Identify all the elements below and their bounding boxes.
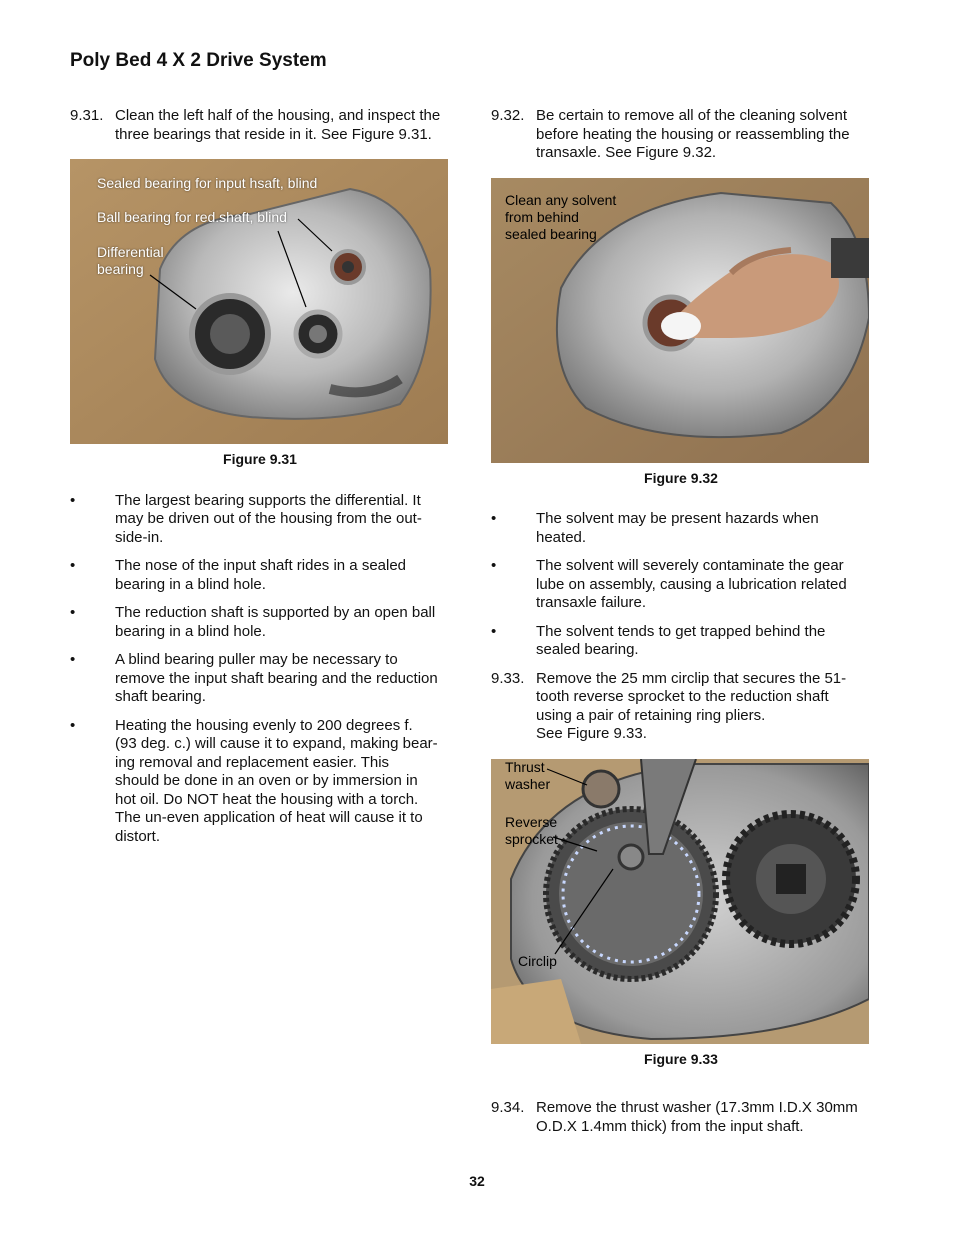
figure-9-31-photo: [70, 159, 448, 444]
step-9-32: [491, 107, 871, 163]
step-text: Remove the 25 mm circlip that secures the 51- tooth reverse sprocket to the reduction shaft using a pair of retaining ring pliers. See Figure 9.33.: [536, 669, 847, 742]
bullet-text: The solvent may be present hazards when heated.: [536, 510, 819, 546]
step-9-31: [70, 107, 450, 144]
step-9-34: [491, 1099, 871, 1136]
bullet-item: [70, 651, 450, 707]
bullet-icon: •: [491, 622, 497, 640]
bullet-item: [70, 717, 450, 847]
label-differential-bearing: Differential bearing: [97, 244, 164, 277]
bullet-icon: •: [491, 557, 497, 574]
page-number: 32: [469, 1173, 485, 1189]
bullet-text: The nose of the input shaft rides in a sealed bearing in a blind hole.: [115, 557, 407, 593]
right-bullets: [491, 510, 871, 660]
bullet-item: [70, 492, 450, 548]
label-clean-solvent: Clean any solvent from behind sealed bearing: [505, 191, 617, 242]
bullet-item: [491, 510, 871, 547]
figure-9-32-photo: [491, 178, 869, 463]
page-title: Poly Bed 4 X 2 Drive System: [70, 50, 327, 71]
bullet-text: The largest bearing supports the differential. It may be driven out of the housing from the out- side-in.: [115, 491, 422, 546]
bullet-icon: •: [491, 510, 497, 527]
bullet-icon: •: [70, 557, 76, 574]
figure-9-33-caption: Figure 9.33: [644, 1050, 718, 1067]
figure-9-32-caption: Figure 9.32: [644, 469, 718, 486]
bullet-text: The reduction shaft is supported by an open ball bearing in a blind hole.: [115, 604, 436, 640]
bullet-text: A blind bearing puller may be necessary to remove the input shaft bearing and the reduction shaft bearing.: [115, 651, 438, 705]
label-ball-bearing: Ball bearing for red.shaft, blind: [97, 209, 287, 225]
bullet-text: The solvent will severely contaminate the gear lube on assembly, causing a lubrication related transaxle failure.: [536, 557, 847, 611]
left-column: [70, 107, 450, 846]
bullet-text: The solvent tends to get trapped behind the sealed bearing.: [536, 622, 826, 658]
label-reverse-sprocket: Reverse sprocket: [505, 813, 558, 847]
bullet-item: [491, 623, 871, 660]
step-number: 9.32.: [491, 107, 525, 124]
step-text: Remove the thrust washer (17.3mm I.D.X 30mm O.D.X 1.4mm thick) from the input shaft.: [536, 1099, 858, 1135]
bullet-icon: •: [70, 491, 76, 509]
bullet-icon: •: [70, 604, 76, 621]
bullet-item: [491, 557, 871, 613]
label-sealed-bearing: Sealed bearing for input hsaft, blind: [97, 175, 318, 191]
step-text: Clean the left half of the housing, and inspect the three bearings that reside in it. See Figure 9.31.: [115, 107, 441, 143]
bullet-item: [70, 557, 450, 594]
bullet-icon: •: [70, 651, 76, 668]
bullet-text: Heating the housing evenly to 200 degrees f. (93 deg. c.) will cause it to expand, making bear- ing removal and replacement easier. This should be done in an oven or by immersion in hot oil. Do NOT heat the housing with a torch. The un-even application of heat will cause it to distort.: [115, 716, 438, 845]
figure-9-33-photo: [491, 759, 869, 1044]
bullet-icon: •: [70, 716, 76, 734]
step-number: 9.31.: [70, 107, 104, 124]
step-text: Be certain to remove all of the cleaning solvent before heating the housing or reassembling the transaxle. See Figure 9.32.: [536, 107, 850, 161]
step-number: 9.33.: [491, 669, 525, 687]
right-column: [491, 107, 871, 1136]
bullet-item: [70, 604, 450, 641]
figure-9-31-caption: Figure 9.31: [223, 451, 297, 467]
label-thrust-washer: Thrust washer: [505, 758, 551, 792]
label-circlip: Circlip: [518, 952, 557, 969]
step-number: 9.34.: [491, 1099, 525, 1116]
left-bullets: [70, 492, 450, 847]
step-9-33: [491, 670, 871, 744]
